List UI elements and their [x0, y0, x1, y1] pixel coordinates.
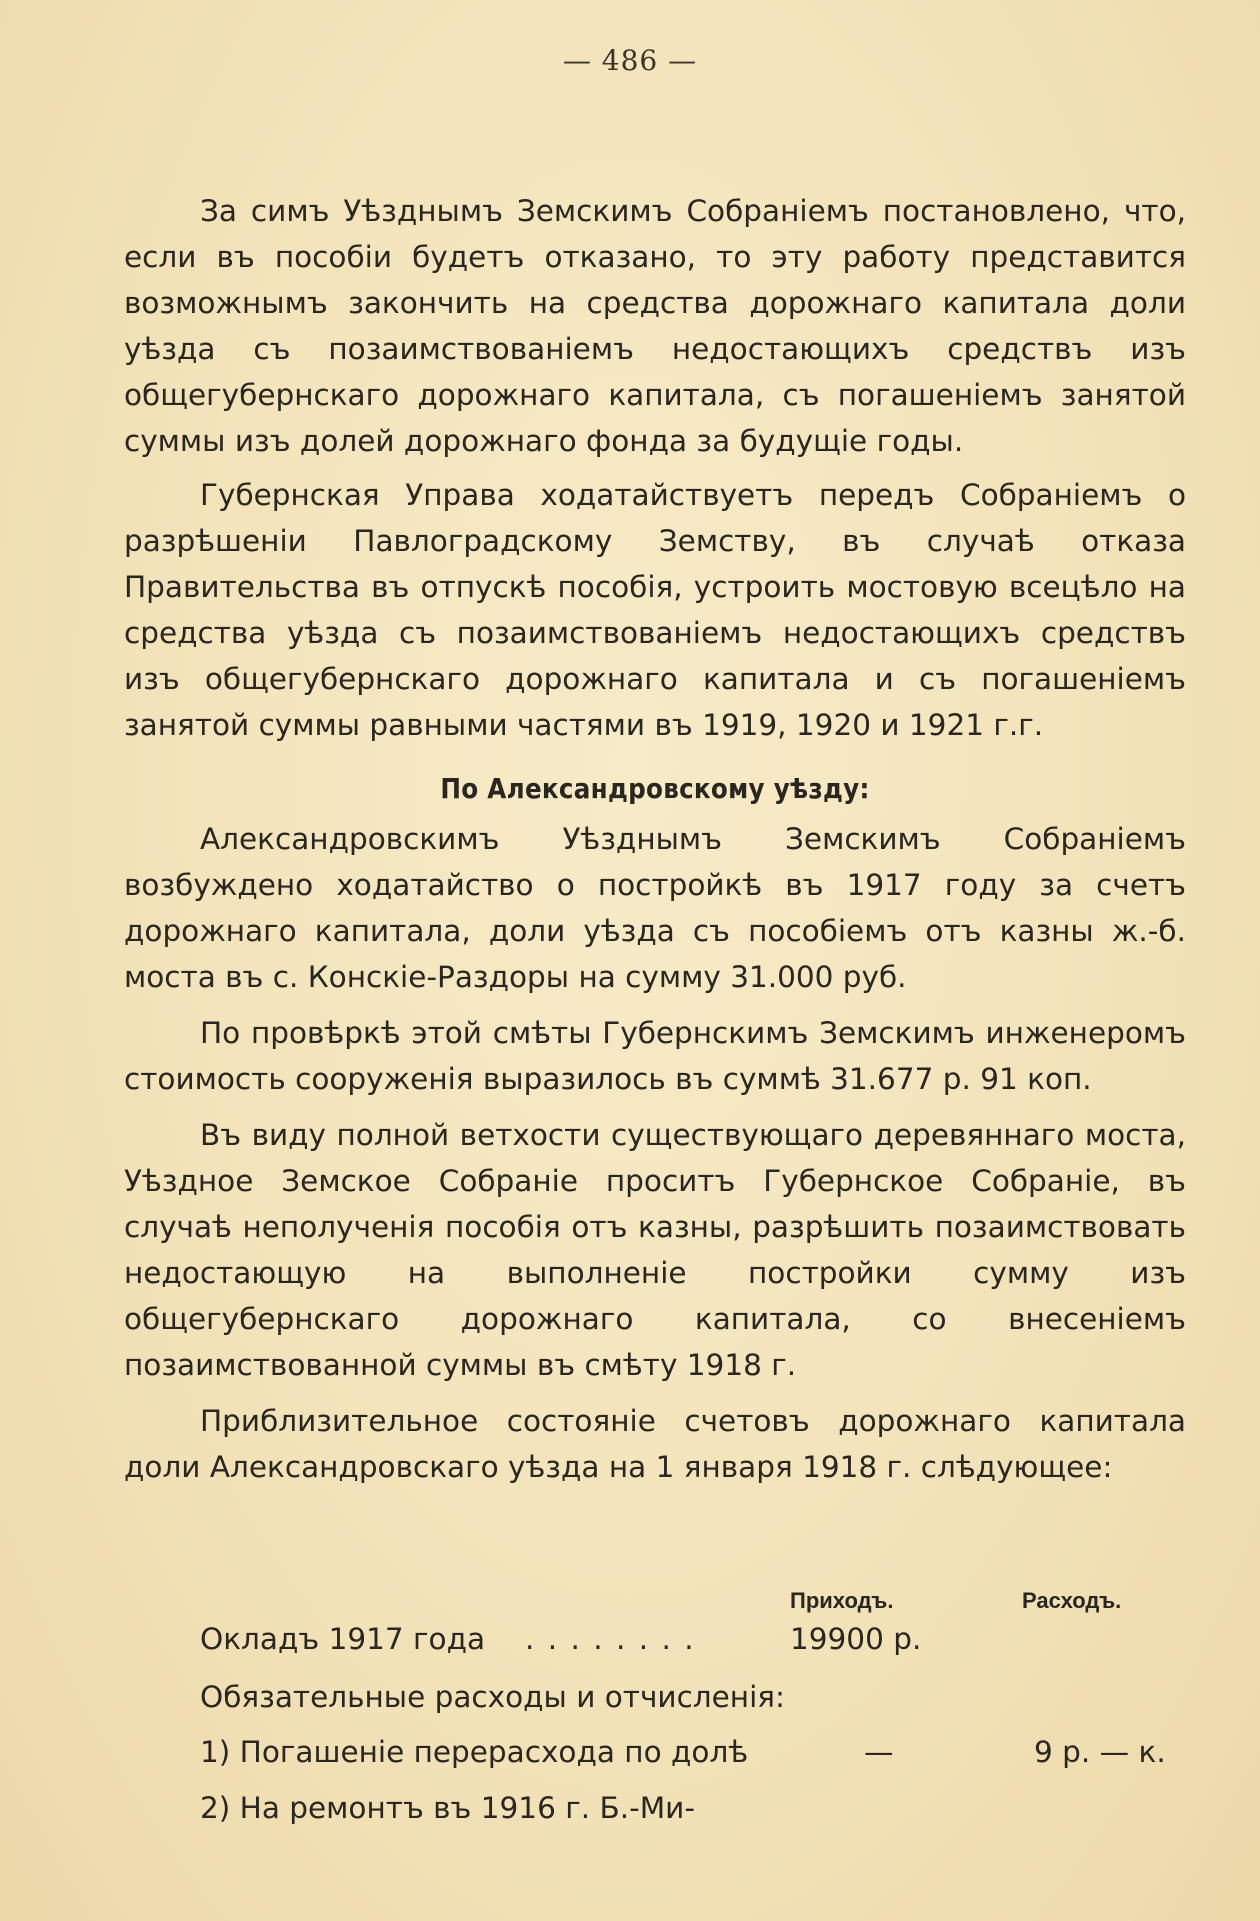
paragraph-2: Губернская Управа ходатайствуетъ передъ Собраніемъ о разрѣшеніи Павлоградскому Земству, въ случаѣ отказа Правительства въ отпускѣ пособія, устроить мостовую всецѣло на средства уѣзда съ позаимствованіемъ недостающихъ средствъ изъ общегубернскаго дорожнаго капитала и съ погашеніемъ занятой суммы равными частями въ 1919, 1920 и 1921 г.г.: [124, 478, 1186, 742]
paragraph-3: Александровскимъ Уѣзднымъ Земскимъ Собраніемъ возбуждено ходатайство о постройкѣ въ 1917 году за счетъ дорожнаго капитала, доли уѣзда съ пособіемъ отъ казны ж.-б. моста въ с. Конскіе-Раздоры на сумму 31.000 руб.: [124, 822, 1186, 994]
paragraph-6: Приблизительное состояніе счетовъ дорожнаго капитала доли Александровскаго уѣзда на 1 января 1918 г. слѣдующее:: [124, 1404, 1186, 1484]
row-income-value: 19900 р.: [790, 1622, 922, 1656]
table-row-salary: [200, 1622, 485, 1656]
expense-column-header: Расходъ.: [1022, 1588, 1122, 1613]
paragraph-1: За симъ Уѣзднымъ Земскимъ Собраніемъ постановлено, что, если въ пособіи будетъ отказано, то эту работу представится возможнымъ закончить на средства дорожнаго капитала доли уѣзда съ позаимствованіемъ недостающихъ средствъ изъ общегубернскаго дорожнаго капитала, съ погашеніемъ занятой суммы изъ долей дорожнаго фонда за будущіе годы.: [124, 194, 1186, 458]
row-label: 1) Погашеніе перерасхода по долѣ: [200, 1735, 749, 1769]
row-label: 2) На ремонтъ въ 1916 г. Б.-Ми-: [200, 1791, 696, 1825]
body-text: [124, 188, 1186, 1490]
leader-dots: . . . . . . . .: [525, 1622, 696, 1656]
section-heading: По Александровскому уѣзду:: [440, 772, 870, 805]
row-label: Окладъ 1917 года: [200, 1622, 486, 1656]
table-header: [0, 1588, 1260, 1622]
table-row-obligatory: [200, 1680, 785, 1714]
page-number: — 486 —: [562, 44, 698, 77]
paragraph-5: Въ виду полной ветхости существующаго деревяннаго моста, Уѣздное Земское Собраніе проситъ Губернское Собраніе, въ случаѣ неполученія пособія отъ казны, разрѣшить позаимствовать недостающую на выполненіе постройки сумму изъ общегубернскаго дорожнаго капитала, со внесеніемъ позаимствованной суммы въ смѣту 1918 г.: [124, 1118, 1186, 1382]
income-column-header: Приходъ.: [790, 1588, 894, 1613]
row-income-value: —: [864, 1735, 894, 1769]
paragraph-4: По провѣркѣ этой смѣты Губернскимъ Земскимъ инженеромъ стоимость сооруженія выразилось въ суммѣ 31.677 р. 91 коп.: [124, 1016, 1186, 1096]
row-expense-value: 9 р. — к.: [1034, 1735, 1166, 1769]
table-row-2: [200, 1791, 695, 1825]
row-label: Обязательные расходы и отчисленія:: [200, 1680, 785, 1714]
table-row-1: [200, 1735, 748, 1769]
